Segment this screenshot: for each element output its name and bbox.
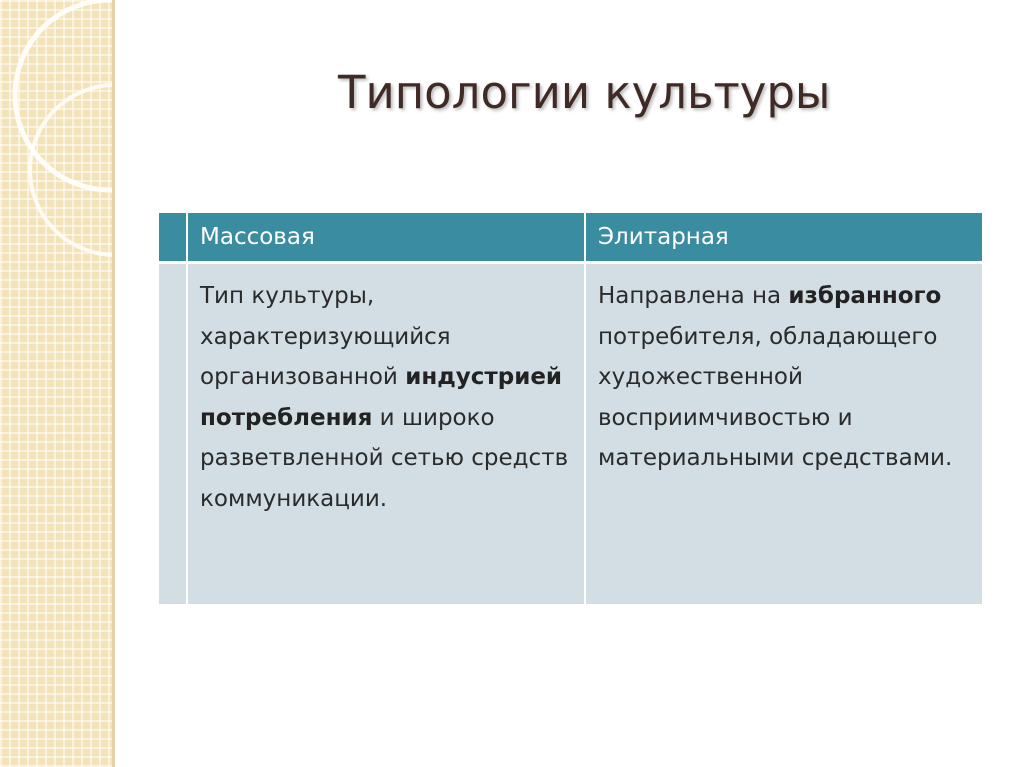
- elite-text-pre: Направлена на: [598, 283, 789, 309]
- table-header-spacer: [159, 213, 186, 264]
- table-row-spacer: [159, 264, 186, 604]
- typology-table: [159, 213, 982, 604]
- table-cell-elite: [584, 264, 982, 604]
- decorative-divider: [112, 0, 115, 767]
- table-header-mass: Массовая: [186, 213, 584, 264]
- elite-text-bold: избранного: [788, 283, 942, 309]
- slide-title: Типологии культуры: [338, 66, 831, 119]
- table-cell-mass: [186, 264, 584, 604]
- mass-text-pre: Тип культуры, характеризующийся организованной: [200, 283, 451, 390]
- decorative-circles: [0, 0, 112, 767]
- elite-text-post: потребителя, обладающего художественной восприимчивостью и материальными средствами.: [598, 323, 953, 471]
- decorative-pattern-band: [0, 0, 112, 767]
- table-header-elite: Элитарная: [584, 213, 982, 264]
- mass-text-post: и широко разветвленной сетью средств коммуникации.: [200, 404, 569, 512]
- mass-text-bold: индустрией потребления: [200, 364, 563, 431]
